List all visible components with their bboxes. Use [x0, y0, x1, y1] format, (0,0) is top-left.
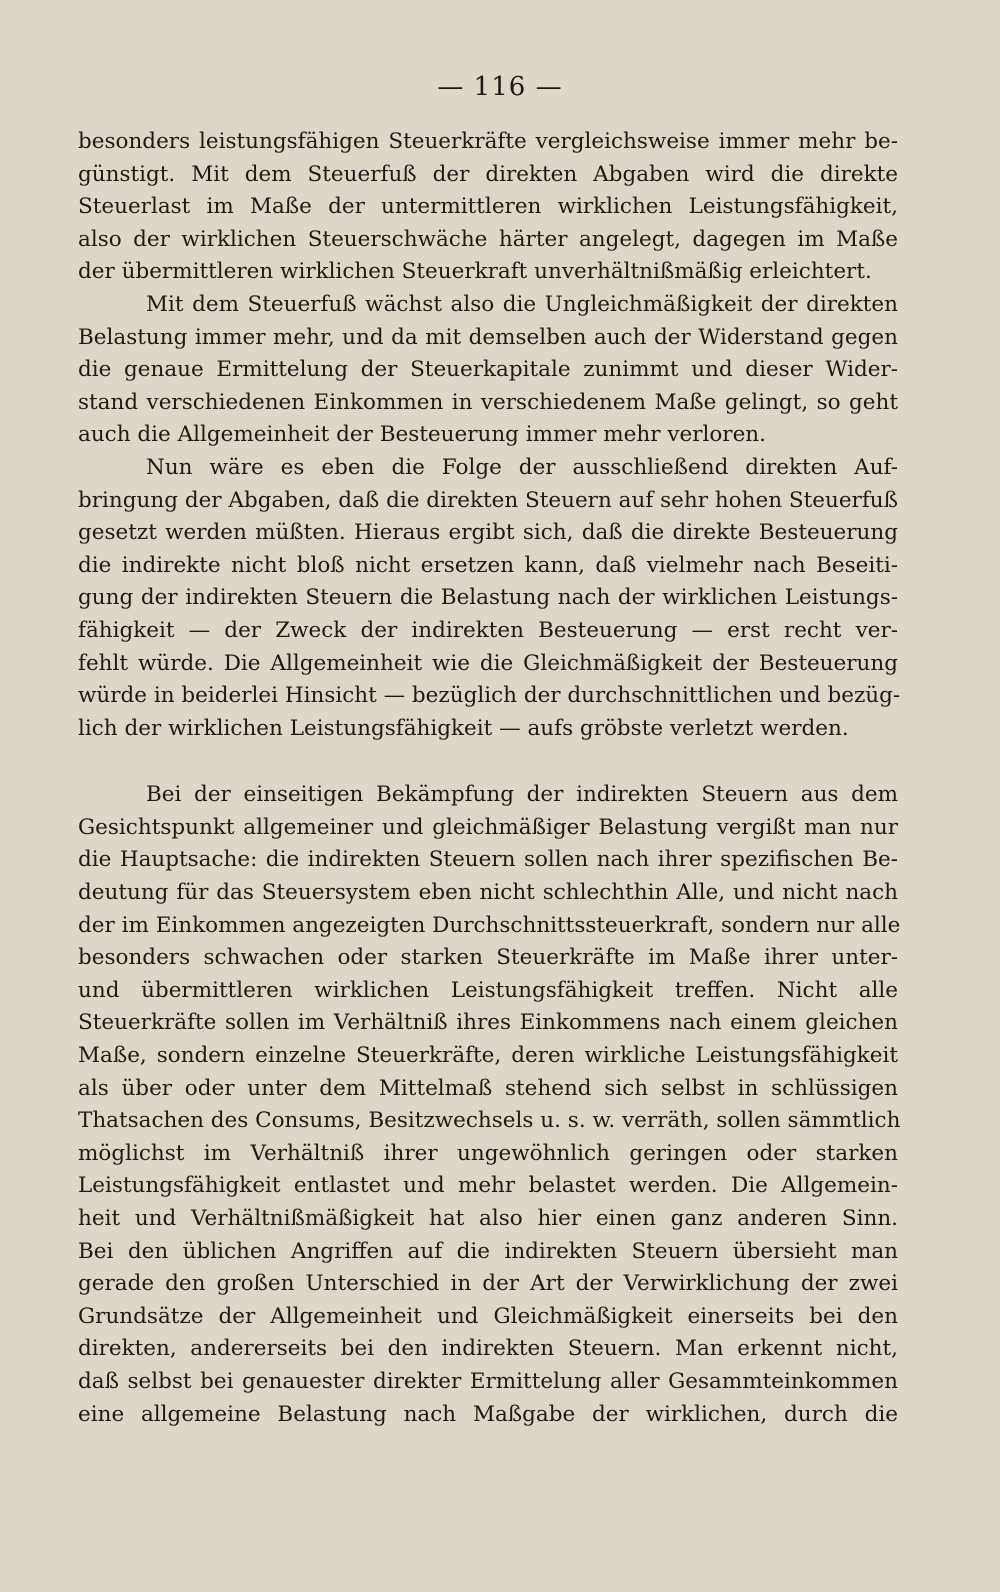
text-line: gesetzt werden müßten. Hieraus ergibt sich, daß die direkte Besteuerung: [78, 520, 898, 546]
text-line: gung der indirekten Steuern die Belastung nach der wirklichen Leistungs-: [78, 585, 898, 611]
text-line: fähigkeit — der Zweck der indirekten Besteuerung — erst recht ver-: [78, 617, 898, 643]
paragraph-gap: [78, 745, 898, 779]
text-line: also der wirklichen Steuerschwäche härter angelegt, dagegen im Maße: [78, 226, 898, 252]
text-line: heit und Verhältnißmäßigkeit hat also hier einen ganz anderen Sinn.: [78, 1206, 898, 1231]
text-line: gerade den großen Unterschied in der Art der Verwirklichung der zwei: [78, 1271, 898, 1297]
page-number: — 116 —: [437, 72, 563, 102]
text-line: fehlt würde. Die Allgemeinheit wie die Gleichmäßigkeit der Besteuerung: [78, 650, 898, 676]
text-line: Belastung immer mehr, und da mit demselben auch der Widerstand gegen: [78, 324, 898, 350]
paragraph: [78, 452, 901, 745]
text-line: Mit dem Steuerfuß wächst also die Ungleichmäßigkeit der direkten: [146, 291, 898, 317]
text-line: als über oder unter dem Mittelmaß stehend sich selbst in schlüssigen: [78, 1075, 898, 1101]
paragraph: [78, 289, 898, 452]
text-line: deutung für das Steuersystem eben nicht schlechthin Alle, und nicht nach: [78, 880, 898, 906]
text-line: die genaue Ermittelung der Steuerkapitale zunimmt und dieser Wider-: [78, 357, 898, 383]
text-line: der übermittleren wirklichen Steuerkraft unverhältnißmäßig erleichtert.: [78, 259, 872, 285]
text-line: lich der wirklichen Leistungsfähigkeit — aufs gröbste verletzt werden.: [78, 715, 849, 741]
paragraph: [78, 779, 901, 1431]
text-line: möglichst im Verhältniß ihrer ungewöhnlich geringen oder starken: [78, 1140, 898, 1166]
text-line: Leistungsfähigkeit entlastet und mehr belastet werden. Die Allgemein-: [78, 1173, 898, 1199]
text-line: Steuerlast im Maße der untermittleren wirklichen Leistungsfähigkeit,: [78, 194, 898, 220]
text-line: Bei der einseitigen Bekämpfung der indirekten Steuern aus dem: [146, 782, 898, 808]
text-line: besonders schwachen oder starken Steuerkräfte im Maße ihrer unter-: [78, 945, 898, 971]
text-line: eine allgemeine Belastung nach Maßgabe der wirklichen, durch die: [78, 1401, 898, 1427]
text-line: Nun wäre es eben die Folge der ausschließend direkten Auf-: [146, 454, 898, 480]
text-line: Thatsachen des Consums, Besitzwechsels u. s. w. verräth, sollen sämmtlich: [78, 1108, 901, 1134]
text-line: besonders leistungsfähigen Steuerkräfte vergleichsweise immer mehr be-: [78, 129, 898, 154]
text-line: der im Einkommen angezeigten Durchschnittssteuerkraft, sondern nur alle: [78, 912, 901, 938]
text-line: die indirekte nicht bloß nicht ersetzen kann, daß vielmehr nach Beseiti-: [78, 552, 898, 578]
text-line: Steuerkräfte sollen im Verhältniß ihres Einkommens nach einem gleichen: [78, 1010, 898, 1036]
text-line: günstigt. Mit dem Steuerfuß der direkten Abgaben wird die direkte: [78, 161, 898, 187]
text-line: die Hauptsache: die indirekten Steuern sollen nach ihrer spezifischen Be-: [78, 847, 898, 873]
text-line: stand verschiedenen Einkommen in verschiedenem Maße gelingt, so geht: [78, 389, 898, 415]
text-line: auch die Allgemeinheit der Besteuerung immer mehr verloren.: [78, 422, 766, 448]
text-line: Grundsätze der Allgemeinheit und Gleichmäßigkeit einerseits bei den: [78, 1303, 898, 1329]
text-line: bringung der Abgaben, daß die direkten Steuern auf sehr hohen Steuerfuß: [78, 487, 898, 513]
text-line: direkten, andererseits bei den indirekten Steuern. Man erkennt nicht,: [78, 1336, 898, 1362]
text-line: daß selbst bei genauester direkter Ermittelung aller Gesammteinkommen: [78, 1368, 898, 1394]
paragraph: [78, 126, 898, 289]
text-line: Gesichtspunkt allgemeiner und gleichmäßiger Belastung vergißt man nur: [78, 814, 898, 840]
text-line: würde in beiderlei Hinsicht — bezüglich der durchschnittlichen und bezüg-: [78, 683, 901, 709]
body-text: [78, 126, 901, 1431]
text-line: und übermittleren wirklichen Leistungsfähigkeit treffen. Nicht alle: [78, 977, 898, 1003]
text-line: Maße, sondern einzelne Steuerkräfte, deren wirkliche Leistungsfähigkeit: [78, 1043, 898, 1069]
text-line: Bei den üblichen Angriffen auf die indirekten Steuern übersieht man: [78, 1238, 898, 1264]
